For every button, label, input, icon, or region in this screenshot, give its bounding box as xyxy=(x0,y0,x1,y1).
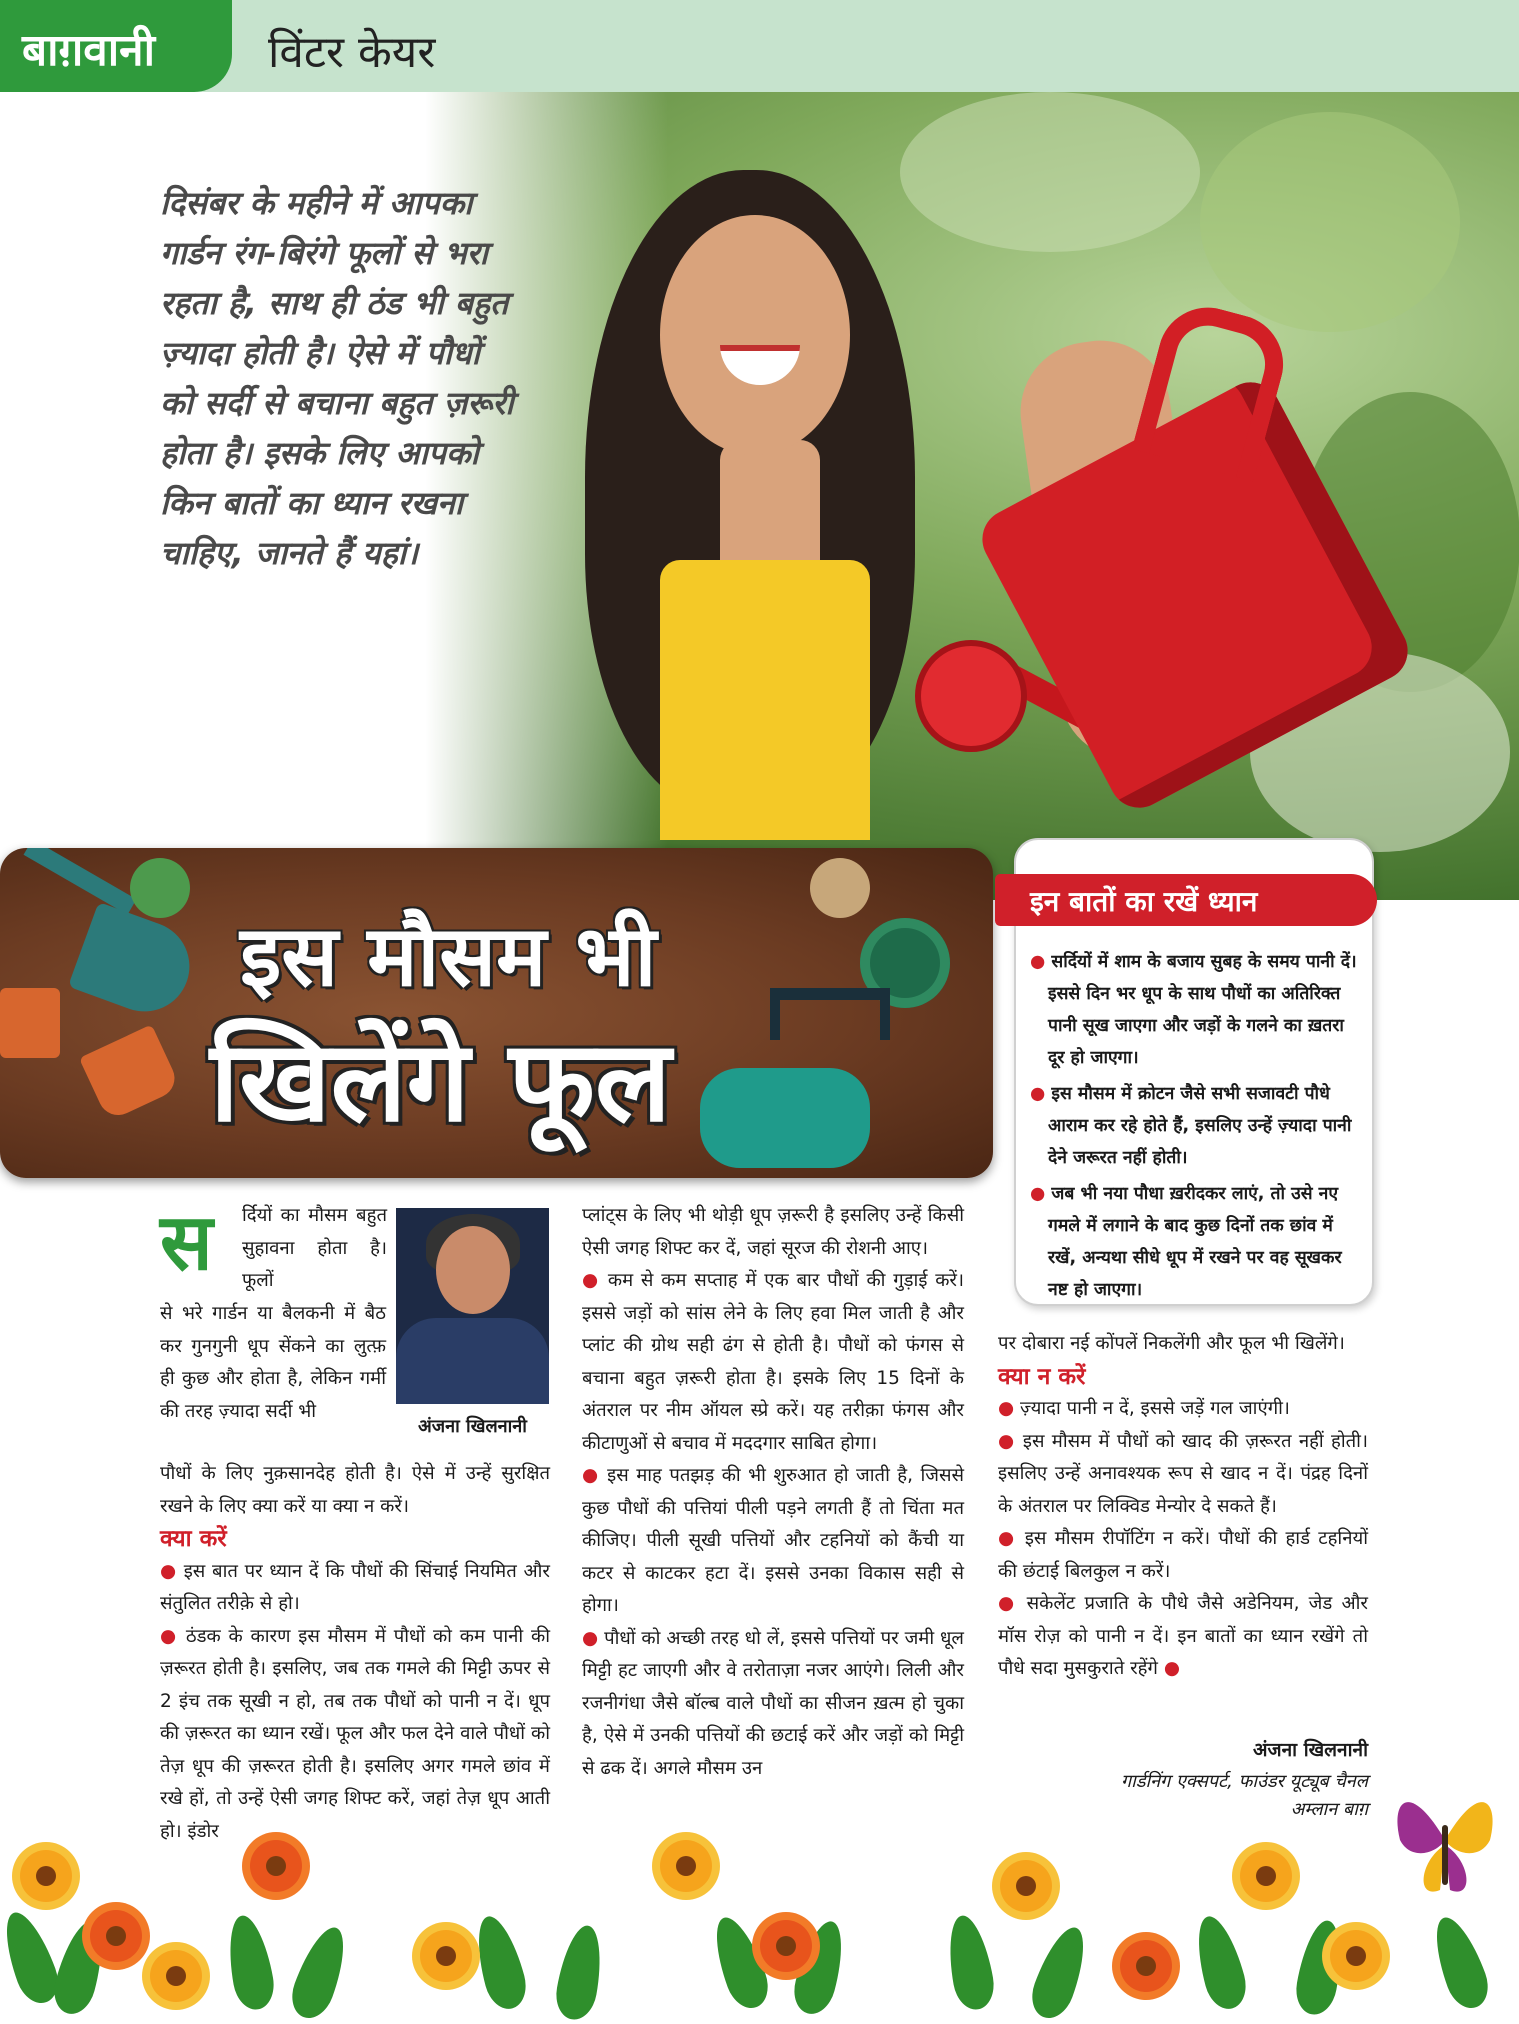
bullet-icon: ● xyxy=(998,1430,1016,1452)
leaf-icon xyxy=(285,1921,355,2024)
leaf-icon xyxy=(1025,1921,1095,2024)
article-paragraph: पौधों के लिए नुक़सानदेह होती है। ऐसे में उन्हें सुरक्षित रखने के लिए क्या करें या क्या न करें। xyxy=(160,1463,550,1517)
dont-item-text: इस मौसम रीपॉटिंग न करें। पौधों की हार्ड टहनियों की छंटाई बिलकुल न करें। xyxy=(998,1528,1368,1582)
author-signature-name: अंजना खिलनानी xyxy=(1253,1739,1368,1761)
dont-item-text: सकेलेंट प्रजाति के पौधे जैसे अडेनियम, जेड और मॉस रोज़ को पानी न दें। इन बातों का ध्यान रखेंगे तो पौधे सदा मुसकुराते रहेंगे xyxy=(998,1593,1368,1679)
leaf-icon xyxy=(222,1912,278,2013)
do-item-text: ठंडक के कारण इस मौसम में पौधों को कम पानी की ज़रूरत होती है। इसलिए, जब तक गमले की मिट्टी ऊपर से 2 इंच तक सूखी न हो, तब तक पौधों को पानी न दें। धूप की ज़रूरत का ध्यान रखें। फूल और फल देने वाले पौधों को तेज़ धूप की ज़रूरत होती है। इसलिए अगर गमले छांव में रखे हों, तो उन्हें ऐसी जगह शिफ्ट करें, जहां तेज़ धूप आती हो। इंडोर xyxy=(160,1625,550,1842)
article-column-2 xyxy=(582,1200,964,1785)
do-item-text: पौधों को अच्छी तरह धो लें, इससे पत्तियों पर जमी धूल मिट्टी हट जाएगी और वे तरोताज़ा नजर आएंगे। लिली और रजनीगंधा जैसे बॉल्ब वाले पौधों का सीजन ख़त्म हो चुका है, ऐसे में उनकी पत्तियों की छटाई करें और जड़ों को मिट्टी से ढक दें। अगले मौसम उन xyxy=(582,1627,964,1779)
author-face xyxy=(436,1226,510,1314)
leaf-icon xyxy=(1188,1911,1251,2013)
article-column-3 xyxy=(998,1328,1368,1686)
flower-icon xyxy=(420,1930,472,1982)
intro-text: दिसंबर के महीने में आपका गार्डन रंग-बिरंगे फूलों से भरा रहता है, साथ ही ठंड भी बहुत ज़्यादा होती है। ऐसे में पौधों को सर्दी से बचाना बहुत ज़रूरी होता है। इसके लिए आपको किन बातों का ध्यान रखना चाहिए, जानते हैं यहां। xyxy=(160,184,514,572)
tip-item xyxy=(1030,1178,1365,1306)
article-paragraph: से भरे गार्डन या बैलकनी में बैठ कर गुनगुनी धूप सेंकने का लुत्फ़ ही कुछ और होता है, लेकिन गर्मी की तरह ज़्यादा सर्दी भी xyxy=(160,1303,386,1422)
leaf-icon xyxy=(705,1911,775,2014)
tip-text: इस मौसम में क्रोटन जैसे सभी सजावटी पौधे आराम कर रहे होते हैं, इसलिए उन्हें ज़्यादा पानी देने जरूरत नहीं होती। xyxy=(1048,1084,1352,1168)
do-item xyxy=(582,1265,964,1460)
bullet-icon: ● xyxy=(998,1398,1015,1419)
article-paragraph: पर दोबारा नई कोंपलें निकलेंगी और फूल भी खिलेंगे। xyxy=(998,1333,1345,1354)
flower-icon xyxy=(1000,1860,1052,1912)
flower-pot-icon xyxy=(0,988,60,1058)
tip-text: सर्दियों में शाम के बजाय सुबह के समय पानी दें। इससे दिन भर धूप के साथ पौधों का अतिरिक्त पानी सूख जाएगा और जड़ों के गलने का ख़तरा दूर हो जाएगा। xyxy=(1048,952,1357,1068)
tips-list xyxy=(1030,946,1365,1310)
bullet-icon: ● xyxy=(1030,1084,1046,1104)
bullet-icon: ● xyxy=(1030,1184,1046,1204)
flower-icon xyxy=(1330,1930,1382,1982)
section-name: बाग़वानी xyxy=(22,25,155,76)
author-caption: अंजना खिलनानी xyxy=(418,1416,527,1437)
dont-item xyxy=(998,1393,1368,1426)
author-role: गार्डनिंग एक्सपर्ट, फाउंडर यूट्यूब चैनल xyxy=(1121,1771,1368,1792)
bullet-icon: ● xyxy=(582,1627,599,1649)
article-title-line2: खिलेंगे फूल xyxy=(210,1017,671,1147)
woman-face xyxy=(660,215,850,455)
bullet-icon: ● xyxy=(582,1270,601,1291)
dont-item-text: ज़्यादा पानी न दें, इससे जड़ें गल जाएंगी। xyxy=(1020,1398,1290,1419)
dont-item xyxy=(998,1426,1368,1524)
butterfly-icon xyxy=(1390,1780,1500,1910)
tip-item xyxy=(1030,946,1365,1074)
trowel-handle xyxy=(24,848,137,915)
article-title-line1: इस मौसम भी xyxy=(240,907,657,1005)
do-heading: क्या करें xyxy=(160,1526,227,1552)
flower-icon xyxy=(90,1910,142,1962)
dont-item xyxy=(998,1588,1368,1686)
bullet-icon: ● xyxy=(1030,952,1046,972)
article-paragraph: र्दियों का मौसम बहुत सुहावना होता है। फूलों xyxy=(242,1205,387,1291)
twine-spool-icon xyxy=(810,858,870,918)
flower-border xyxy=(0,1800,1519,2015)
plant-sprout-icon xyxy=(130,858,190,918)
bullet-icon: ● xyxy=(998,1528,1017,1549)
flower-icon xyxy=(20,1850,72,1902)
subsection-name: विंटर केयर xyxy=(268,27,436,78)
dont-item xyxy=(998,1523,1368,1588)
tips-title: इन बातों का रखें ध्यान xyxy=(1030,885,1258,918)
flower-icon xyxy=(760,1920,812,1972)
do-item-text: इस माह पतझड़ की भी शुरुआत हो जाती है, जिससे कुछ पौधों की पत्तियां पीली पड़ने लगती हैं तो चिंता मत कीजिए। पीली सूखी पत्तियों और टहनियों को कैंची या कटर से काटकर हटा दें। इससे उनका विकास सही से होगा। xyxy=(582,1465,964,1616)
tip-item xyxy=(1030,1078,1365,1174)
end-mark-icon: ● xyxy=(1163,1658,1180,1679)
do-item xyxy=(582,1460,964,1623)
do-item xyxy=(582,1623,964,1786)
watering-can-rose xyxy=(915,640,1027,752)
rake-icon xyxy=(770,988,890,1040)
dont-heading: क्या न करें xyxy=(998,1363,1086,1390)
bullet-icon: ● xyxy=(160,1625,179,1647)
bullet-icon: ● xyxy=(582,1465,600,1486)
woman-yellow-top xyxy=(660,560,870,840)
flower-icon xyxy=(1240,1850,1292,1902)
woman-neck xyxy=(720,440,820,580)
flower-icon xyxy=(250,1840,302,1892)
flower-icon xyxy=(660,1840,712,1892)
leaf-icon xyxy=(942,1912,998,2013)
bullet-icon: ● xyxy=(998,1593,1018,1614)
bullet-icon: ● xyxy=(160,1560,177,1582)
article-paragraph: प्लांट्स के लिए भी थोड़ी धूप ज़रूरी है इसलिए उन्हें किसी ऐसी जगह शिफ्ट कर दें, जहां सूरज की रोशनी आए। xyxy=(582,1205,964,1259)
flower-icon xyxy=(1120,1940,1172,1992)
do-item xyxy=(160,1556,550,1621)
leaf-icon xyxy=(1425,1911,1495,2014)
dont-item-text: इस मौसम में पौधों को खाद की ज़रूरत नहीं होती। इसलिए उन्हें अनावश्यक रूप से खाद न दें। पंद्रह दिनों के अंतराल पर लिक्विड मेन्योर दे सकते हैं। xyxy=(998,1430,1368,1517)
leaf-icon xyxy=(552,1922,608,2023)
article-column-1 xyxy=(160,1458,550,1848)
glove-icon xyxy=(700,1068,870,1168)
flower-pot-icon xyxy=(79,1024,181,1121)
do-item-text: कम से कम सप्ताह में एक बार पौधों की गुड़ाई करें। इससे जड़ों को सांस लेने के लिए हवा मिल जाती है और प्लांट की ग्रोथ सही ढंग से होती है। पौधों को फंगस से बचाना बहुत ज़रूरी होता है। इसके लिए 15 दिनों के अंतराल पर नीम ऑयल स्प्रे करें। यह तरीक़ा फंगस और कीटाणुओं से बचाव में मददगार साबित होगा। xyxy=(582,1270,964,1454)
flower-icon xyxy=(150,1950,202,2002)
author-shirt xyxy=(396,1318,549,1404)
author-photo xyxy=(396,1208,549,1404)
do-item-text: इस बात पर ध्यान दें कि पौधों की सिंचाई नियमित और संतुलित तरीक़े से हो। xyxy=(160,1560,550,1614)
tip-text: जब भी नया पौधा ख़रीदकर लाएं, तो उसे नए गमले में लगाने के बाद कुछ दिनों तक छांव में रखें, अन्यथा सीधे धूप में रखने पर वह सूखकर नष्ट हो जाएगा। xyxy=(1048,1184,1342,1300)
trowel-icon xyxy=(68,902,202,1024)
drop-cap: स xyxy=(160,1198,213,1288)
leaf-icon xyxy=(468,1911,531,2013)
author-channel: अम्लान बाग़ xyxy=(1290,1799,1368,1820)
